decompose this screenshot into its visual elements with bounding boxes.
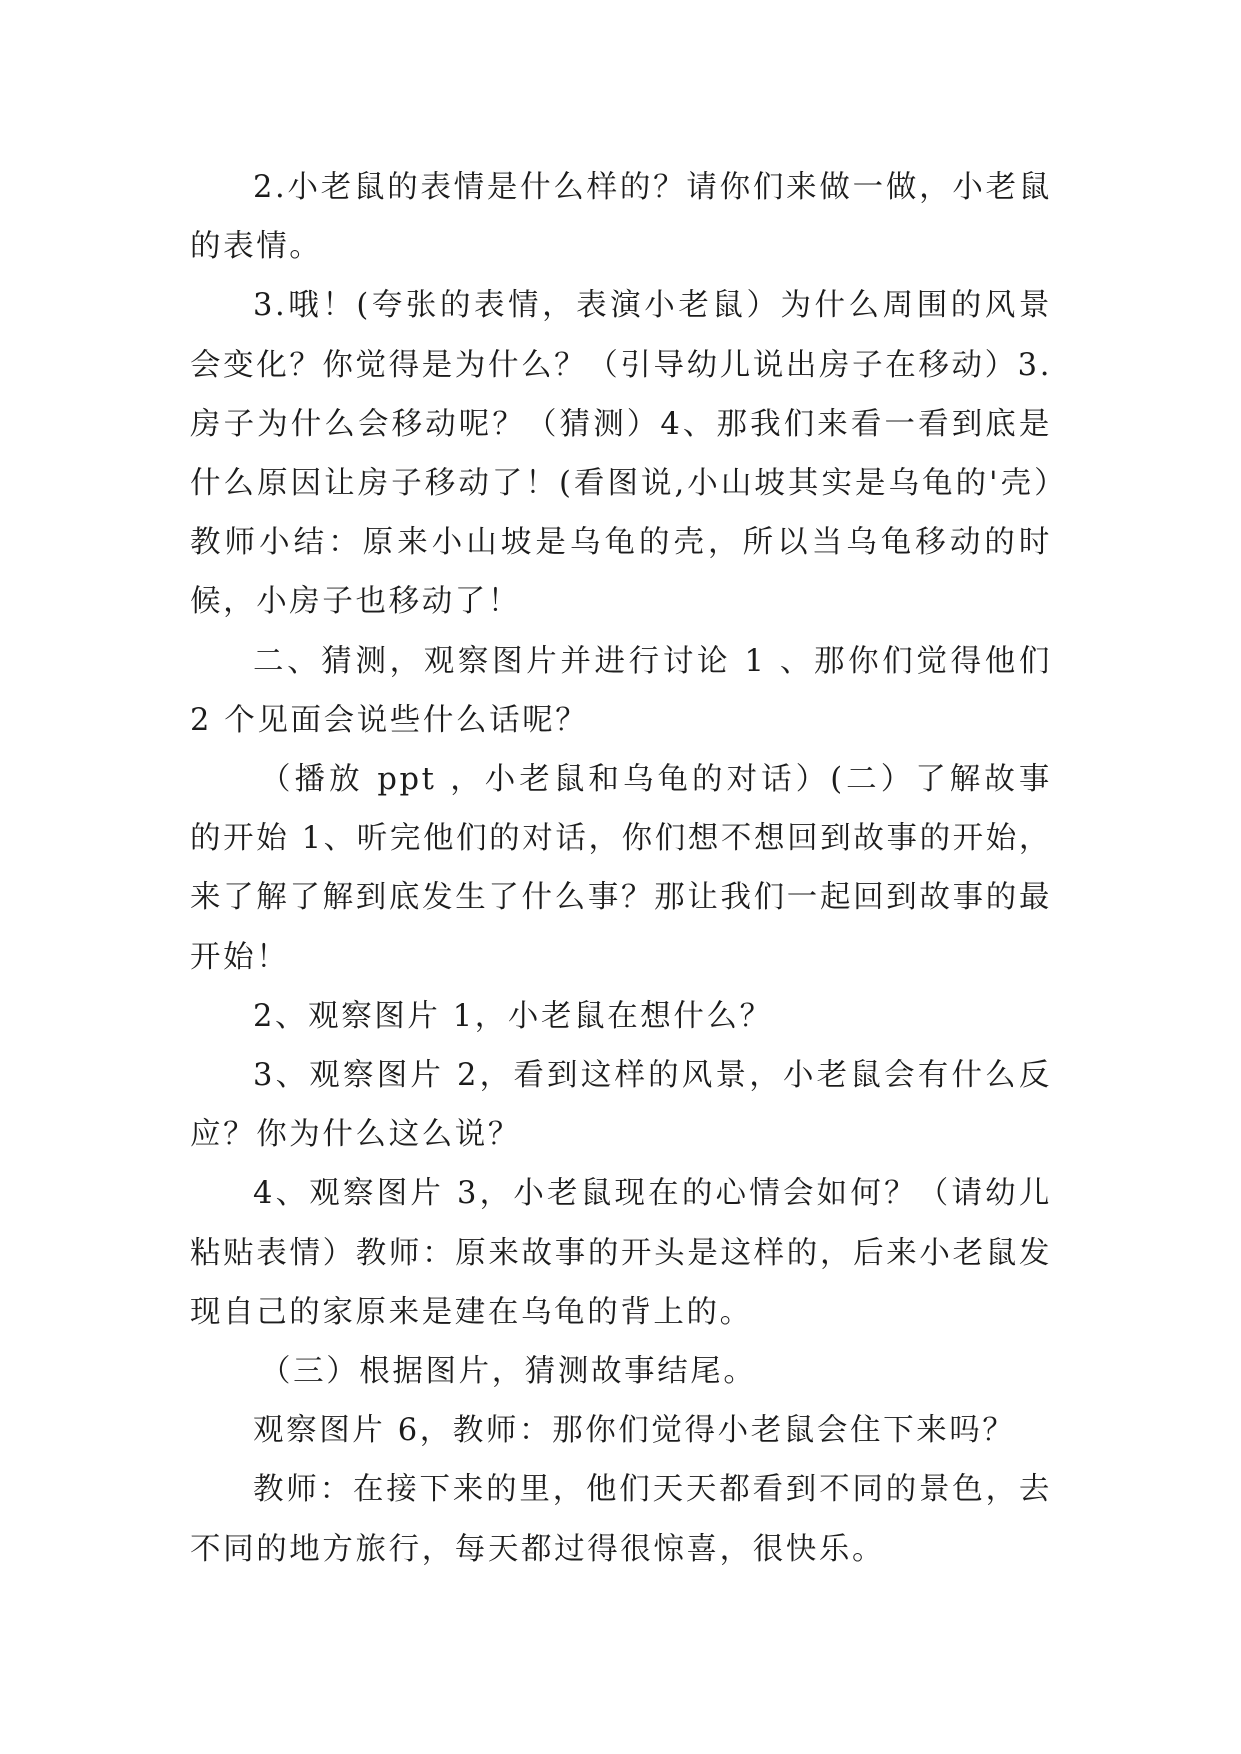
paragraph-picture-3: 4、观察图片 3，小老鼠现在的心情会如何？（请幼儿粘贴表情）教师：原来故事的开头是这样的，后来小老鼠发现自己的家原来是建在乌龟的背上的。 [190,1176,1052,1330]
paragraph-story-beginning: （播放 ppt ，小老鼠和乌龟的对话）(二）了解故事的开始 1、听完他们的对话，你们想不想回到故事的开始，来了解了解到底发生了什么事？那让我们一起回到故事的最开始！ [190,762,1052,975]
paragraph-guess-discussion: 二、猜测，观察图片并进行讨论 1 、那你们觉得他们 2 个见面会说些什么话呢？ [190,643,1052,738]
document-body [190,158,1052,1579]
paragraph-picture-6: 观察图片 6，教师：那你们觉得小老鼠会住下来吗？ [253,1413,1016,1449]
paragraph-guess-ending: （三）根据图片，猜测故事结尾。 [260,1354,757,1390]
paragraph-teacher-conclusion: 教师：在接下来的里，他们天天都看到不同的景色，去不同的地方旅行，每天都过得很惊喜，很快乐。 [190,1472,1052,1567]
paragraph-mouse-expression: 2.小老鼠的表情是什么样的？请你们来做一做，小老鼠的表情。 [190,170,1052,265]
paragraph-picture-2: 3、观察图片 2，看到这样的风景，小老鼠会有什么反应？你为什么这么说？ [190,1058,1052,1153]
paragraph-picture-1: 2、观察图片 1，小老鼠在想什么？ [253,998,773,1034]
paragraph-moving-house: 3.哦！(夸张的表情，表演小老鼠）为什么周围的风景会变化？你觉得是为什么？（引导幼儿说出房子在移动）3.房子为什么会移动呢？（猜测）4、那我们来看一看到底是什么原因让房子移动了！(看图说,小山坡其实是乌龟的'壳）教师小结：原来小山坡是乌龟的壳，所以当乌龟移动的时候，小房子也移动了！ [190,288,1052,620]
